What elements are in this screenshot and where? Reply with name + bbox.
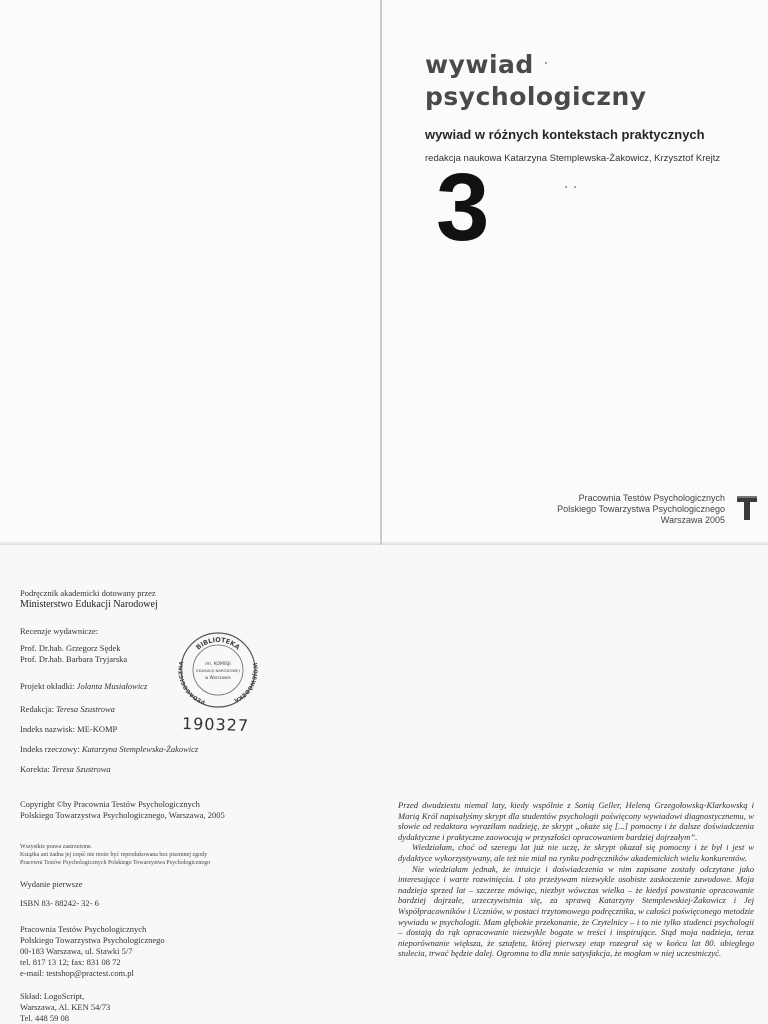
editing-label: Redakcja:	[20, 704, 54, 714]
typeset-line2: Warszawa, Al. KEN 54/73	[20, 1002, 111, 1012]
editing-value: Teresa Szustrowa	[56, 704, 115, 714]
reviewer-2: Prof. Dr.hab. Barbara Tryjarska	[20, 654, 128, 664]
ministry-name: Ministerstwo Edukacji Narodowej	[20, 599, 158, 610]
stamp-text-right: WOJEWÓDZKA	[232, 662, 258, 704]
pub-address-line4: tel. 817 13 12; fax: 831 08 72	[20, 957, 121, 967]
pub-address-line1: Pracownia Testów Psychologicznych	[20, 924, 147, 934]
proofreading-line	[20, 764, 360, 775]
copyright-line2: Polskiego Towarzystwa Psychologicznego, Warszawa, 2005	[20, 810, 225, 820]
name-index-value: ME-KOMP	[77, 724, 118, 734]
publisher-block	[520, 493, 725, 526]
book-subtitle: wywiad w różnych kontekstach praktycznych	[425, 127, 705, 142]
stamp-center-2: EDUKACJI NARODOWEJ	[196, 668, 240, 673]
volume-number: 3	[436, 154, 490, 261]
pub-address-line3: 00-183 Warszawa, ul. Stawki 5/7	[20, 946, 133, 956]
subject-index-line	[20, 744, 360, 755]
copyright-line1: Copyright ©by Pracownia Testów Psychologicznych	[20, 799, 200, 809]
preface-paragraph-1: Przed dwudziestu niemal laty, kiedy wspólnie z Sonią Geller, Heleną Grzegołowską-Klarkowską i Marią Król napisałyśmy skrypt dla studentów psychologii poświęcony wywiadowi diagnostycznemu, w słowie od redaktora wyraziłam nadzieję, że skrypt „okaże się [...] pomocny i że dalsze doświadczenia dydaktyczne i praktyczne zaowocują w przyszłości opracowaniem bardziej dojrzałym”.	[398, 800, 754, 842]
typeset-line1: Skład: LogoScript,	[20, 991, 85, 1001]
subject-index-label: Indeks rzeczowy:	[20, 744, 80, 754]
rights-line1: Wszystkie prawa zastrzeżone.	[20, 844, 93, 850]
stamp-text-top: BIBLIOTEKA	[194, 635, 242, 652]
isbn: ISBN 83- 88242- 32- 6	[20, 898, 99, 908]
publisher-line3: Warszawa 2005	[660, 515, 725, 525]
pub-address-line2: Polskiego Towarzystwa Psychologicznego	[20, 935, 165, 945]
book-editors: redakcja naukowa Katarzyna Stemplewska-Żakowicz, Krzysztof Krejtz	[425, 153, 721, 164]
scan-speck	[565, 186, 567, 188]
preface-paragraph-3: Nie wiedziałam jednak, że intuicje i doświadczenia w nim zapisane zostały odczytane jako interesujące i warte rozwinięcia. I oto przeżywam niezwykle osobiste zaskoczenie zawodowe. Moja nadzieja sprzed lat – szczerze mówiąc, niezbyt wówczas wielka – że kiedyś powstanie opracowanie bardziej dojrzałe, urzeczywistnia się, za sprawą Katarzyny Stemplewskiej-Żakowicz i Jej Współpracowników i Uczniów, w postaci trzytomowego podręcznika, w całości poświęconego metodzie wywiadu w psychologii. Mam głębokie przekonanie, że Czytelnicy – i to nie tylko studenci psychologii – dostają do rąk opracowanie niezwykle bogate w treści i inspirujące. Stąd moja nadzieja, teraz nieporównanie większa, że sztafeta, której pierwszy etap rozegrał się w końcu lat 80. ubiegłego stulecia, trwać będzie dalej. Ogromna to dla mnie satysfakcja, że mogłam w niej uczestniczyć.	[398, 863, 754, 959]
cover-design-value: Jolanta Musiałowicz	[76, 681, 148, 691]
svg-text:BIBLIOTEKA	[194, 636, 241, 651]
publisher-address	[20, 924, 360, 979]
handwritten-inventory-number: 190327	[181, 713, 250, 736]
cover-design-label: Projekt okładki:	[20, 681, 75, 691]
typeset-line3: Tel. 448 59 08	[20, 1013, 69, 1023]
scan-speck	[545, 62, 547, 64]
svg-text:PEDAGOGICZNA	[178, 660, 206, 704]
preface-paragraph-2: Wiedziałam, choć od szeregu lat już nie uczę, że skrypt okazał się pomocny i że był i jest w dydaktyce wykorzystywany, ale też nie miał na rynku podręczników akademickich wielu konkurentów.	[398, 842, 754, 863]
book-title-line2: psychologiczny	[425, 82, 647, 111]
publisher-line2: Polskiego Towarzystwa Psychologicznego	[557, 504, 725, 514]
pub-address-line5: e-mail: testshop@practest.com.pl	[20, 968, 134, 978]
stamp-center-1: im. KOMISJI	[205, 662, 231, 667]
library-stamp-icon	[178, 630, 258, 710]
grant-note: Podręcznik akademicki dotowany przez	[20, 588, 156, 598]
preface-text	[398, 800, 754, 959]
publisher-line1: Pracownia Testów Psychologicznych	[578, 493, 725, 503]
typesetting-block	[20, 991, 360, 1024]
rights-notice	[20, 843, 360, 867]
name-index-label: Indeks nazwisk:	[20, 724, 76, 734]
reviewer-1: Prof. Dr.hab. Grzegorz Sędek	[20, 643, 121, 653]
scan-speck	[574, 186, 576, 188]
subject-index-value: Katarzyna Stemplewska-Żakowicz	[81, 744, 199, 754]
proofreading-value: Teresa Szustrowa	[51, 764, 111, 774]
proofreading-label: Korekta:	[20, 764, 50, 774]
stamp-center-3: w Warszawie	[205, 675, 231, 680]
stamp-text-left: PEDAGOGICZNA	[178, 660, 207, 705]
rights-line3: Pracowni Testów Psychologicznych Polskiego Towarzystwa Psychologicznego	[20, 860, 211, 866]
edition: Wydanie pierwsze	[20, 879, 83, 889]
rights-line2: Książka ani żadna jej część nie może być reprodukowana bez pisemnej zgody	[20, 852, 208, 858]
ptp-logo-icon	[735, 494, 759, 522]
book-title-line1: wywiad	[425, 50, 534, 79]
reviews-label: Recenzje wydawnicze:	[20, 626, 99, 636]
